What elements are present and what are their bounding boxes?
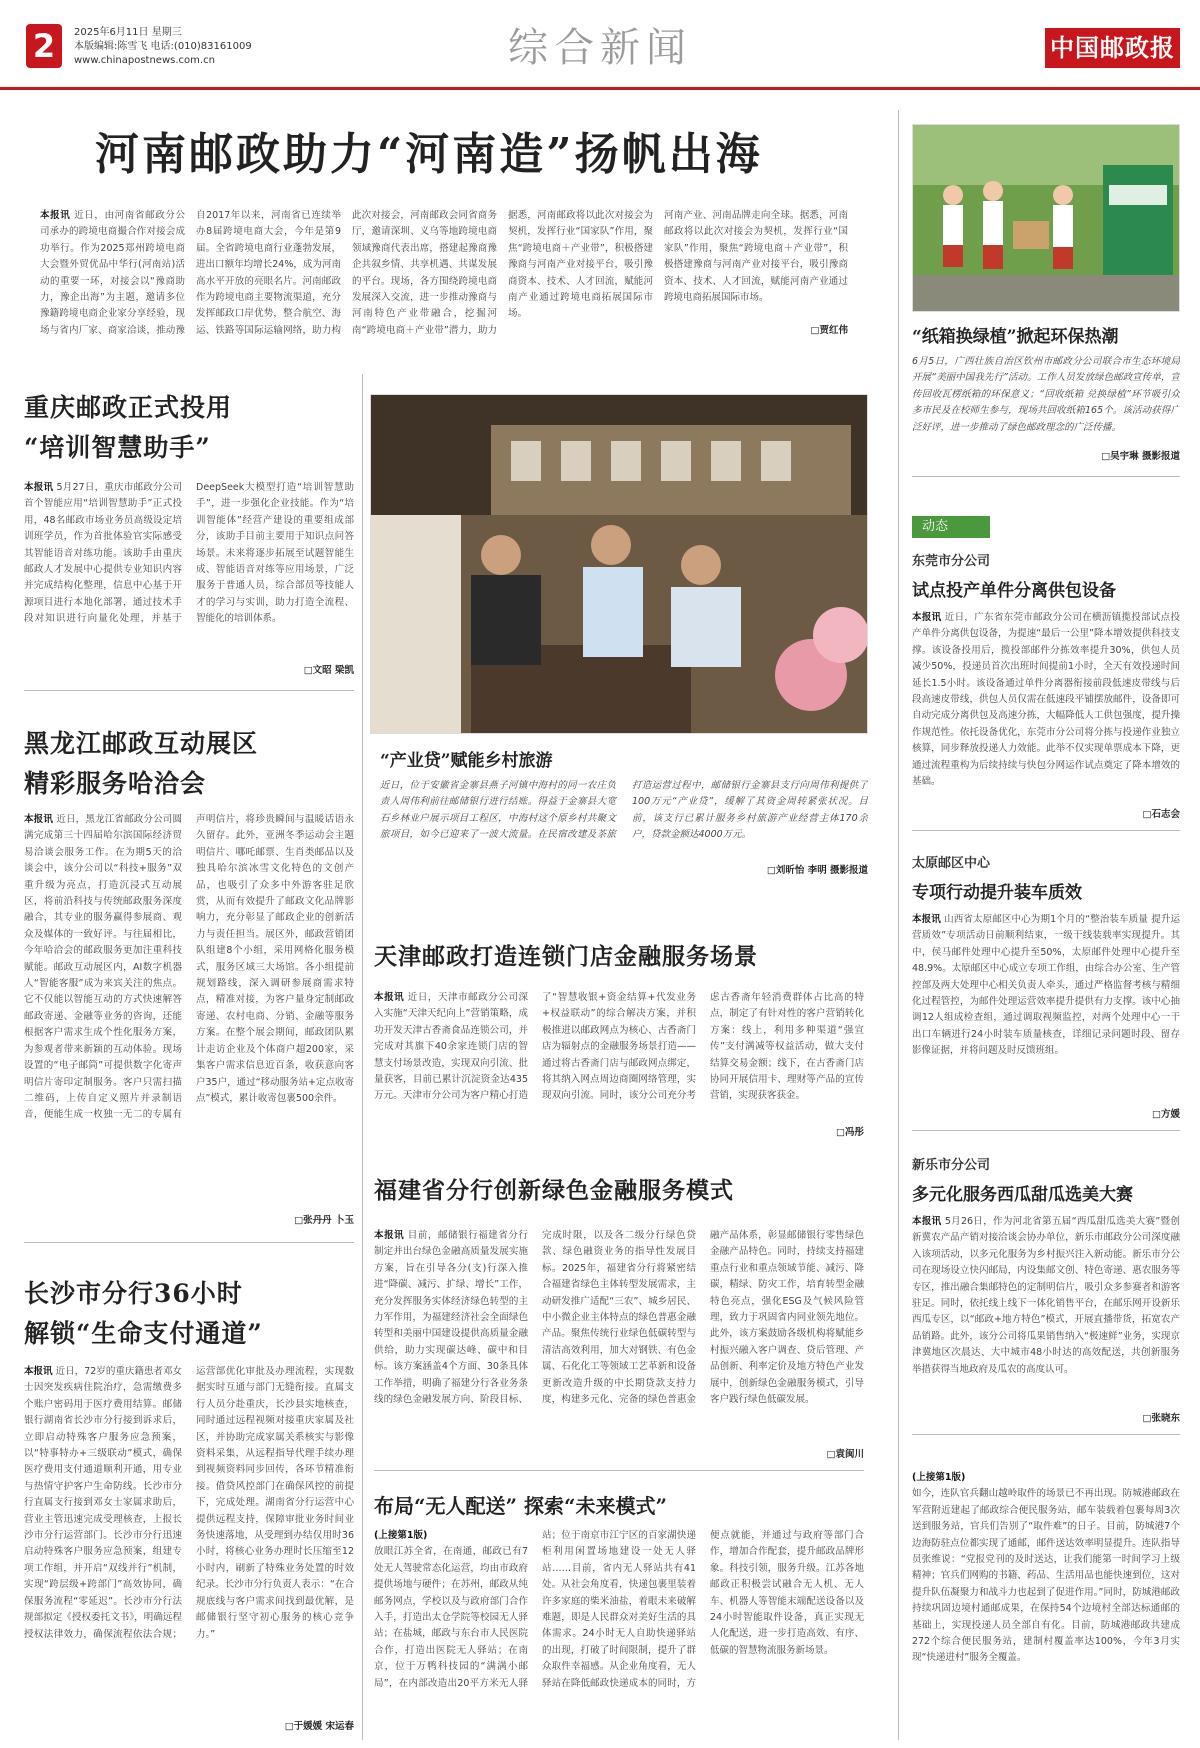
fujian-byline: □袁闽川	[826, 1449, 864, 1460]
changsha-title-2: 解锁“生命支付通道”	[24, 1319, 263, 1348]
heilongjiang-byline: □张丹丹 卜玉	[294, 1215, 354, 1226]
tianjin-byline: □冯彤	[836, 1127, 864, 1138]
taiyuan-byline: □方媛	[1152, 1109, 1180, 1120]
section-title: 综合新闻	[508, 25, 692, 71]
photo-story-text	[912, 354, 1180, 450]
editor-info: 本版编辑:陈雪飞 电话:(010)83161009	[74, 41, 252, 52]
divider	[912, 476, 1180, 477]
tianjin-lead: 本报讯	[374, 992, 405, 1003]
xinle-headline[interactable]: 多元化服务西瓜甜瓜选美大赛	[912, 1185, 1133, 1205]
continued-text: 如今，连队官兵翻山越岭取件的场景已不再出现。防城港邮政在军营附近建起了邮政综合便民服务站，邮车装载着包裹每周3次送到服务站，官兵们告别了“取件难”的日子。目前，防城港7个边海防驻点位都实现了通邮，邮件送达效率明显提升。连队指导员张维说：“党报党刊的及时送达，让我们能第一时间学习上级精神；官兵们网购的书籍、药品、生活用品也能快速到位，这对提升队伍凝聚力和战斗力也起到了促进作用。”同时，防城港邮政持续巩固边境村通邮成果，在保持54个边境村全部达标通邮的基础上，实现投递人员全部自有化。目前，防城港邮政共建成272个综合便民服务站，建制村覆盖率达100%，今年3月实现“快递进村”服务全覆盖。	[912, 1488, 1180, 1664]
lead-p2: 自2017年以来，河南省已连续举办8届跨境电商大会，今年是第9届。全省跨境电商行业蓬勃发展，进出口额年均增长24%，成为河南高水平开放的亮眼名片。河南邮政作为跨境电商主要物流渠道，充分发挥邮政口岸优势，整合航空、海运、铁路等国际运输网络，助力构	[196, 210, 341, 336]
dongguan-byline: □石志会	[1142, 809, 1180, 820]
chongqing-title-1: 重庆邮政正式投用	[24, 393, 233, 422]
taiyuan-lead: 本报讯	[912, 914, 941, 925]
lead-col-5: 河南产业、河南品牌走向全球。据悉，河南邮政将以此次对接会为契机，发挥行业“国家队”作用，聚焦“跨境电商＋产业带”，积极搭建豫商与河南产业对接平台，吸引豫商资本、技术、人才回流，赋能河南产业通过跨境电商拓展国际市场。	[664, 210, 848, 304]
lead-p4: 据悉，河南邮政将以此次对接会为契机，发挥行业“国家队”作用，聚焦“跨境电商＋产业带”，积极搭建豫商与河南产业对接平台，吸引豫商资本、技术、人才回流，赋能河南产业通过跨境电商拓展国际市场。	[508, 210, 653, 320]
lead-col-4	[508, 208, 653, 336]
xinle-text: 5月26日，作为河北省第五届“西瓜甜瓜选美大赛”暨创新冀农产品产销对接洽谈会协办单位，新乐市邮政分公司深度融入该项活动，以多元化服务为乡村振兴注入新动能。新乐市分公司在现场设立快闪邮局，内设集邮文创、特色寄递、惠农服务等专区，推出融合集邮特色的定制明信片，吸引众多参赛者和游客驻足。同时，依托线上线下一体化销售平台，在邮乐网开设新乐西瓜专区，以“邮政+地方特色”模式，开展直播带货，拓宽农产品销路。此外，该分公司将瓜果销售纳入“极速鲜”业务，实现京津冀地区次晨达、大中城市48小时达的高效配送，共创新服务举措获得当地政府及瓜农的高度认可。	[912, 1216, 1180, 1375]
changsha-headline[interactable]	[24, 1274, 263, 1354]
xinle-body	[912, 1214, 1180, 1408]
lead-col-2	[196, 208, 341, 336]
divider	[912, 830, 1180, 831]
photo-story-body: 广西壮族自治区钦州市邮政分公司联合市生态环境局开展“美丽中国我先行”活动。工作人员发放绿色邮政宣传单，宣传回收瓦楞纸箱的环保意义；“回收纸箱 兑换绿植”环节吸引众多市民及在校师生参与，现场共回收纸箱165个。该活动获得广泛好评，进一步推动了绿色邮政理念的广泛传播。	[912, 356, 1180, 433]
unmanned-headline[interactable]: 布局“无人配送” 探索“未来模式”	[374, 1494, 667, 1518]
heilongjiang-text: 近日，黑龙江省邮政分公司圆满完成第三十四届哈尔滨国际经济贸易洽谈会服务工作。在为期5天的洽谈会中，该分公司以“科技+服务”双重升级为亮点，打造沉浸式互动展区，将前沿科技与传统邮政服务深度融合，其专业的服务赢得参展商、观众及媒体的一致好评。与往届相比，今年哈洽会的邮政服务更加注重科技赋能。邮政互动展区内，AI数字机器人“智能客服”成为来宾关注的焦点。它不仅能以智能互动的方式快速解答邮政寄递、金融等业务的咨询，还能根据客户需求生成个性化服务方案，为参观者带来新颖的互动体验。现场设置的“电子邮筒”可提供数字化寄声明信片寄印定制服务。客户只需扫描二维码，上传自定义照片并录制语音，便能生成一枚独一无二的专属有声明信片，将珍贵瞬间与温暖话语永久留存。此外，亚洲冬季运动会主题明信片、哪吒邮票、生肖类邮品以及独具哈尔滨冰雪文化特色的文创产品，也吸引了众多中外游客驻足欣赏，从而有效提升了邮政文化品牌影响力，充分彰显了邮政企业的创新活力与责任担当。展区外，邮政营销团队组建8个小组，采用网格化服务模式，服务区域三大场馆。各小组提前规划路线，深入调研参展商需求特点，精准对接，为客户量身定制邮政寄递、农村电商、分销、金融等服务方案。在整个展会期间，邮政团队累计走访企业及个体商户超200家，采集客户需求信息近百条，收获意向客户35户，通过“移动服务站+定点收寄点”模式，累计收寄包裹500余件。	[24, 814, 354, 1121]
main-photo-caption[interactable]: “产业贷”赋能乡村旅游	[380, 751, 553, 771]
unmanned-body	[374, 1528, 864, 1734]
continued-body	[912, 1470, 1180, 1734]
column-rule	[362, 374, 363, 1740]
continued-cont: (上接第1版)	[912, 1472, 966, 1483]
taiyuan-body	[912, 912, 1180, 1104]
xinle-unit: 新乐市分公司	[912, 1158, 991, 1173]
changsha-byline: □于媛媛 宋运春	[284, 1721, 354, 1732]
recycling-photo	[912, 124, 1180, 312]
lead-byline: □贾红伟	[810, 325, 848, 336]
unmanned-text: 放眼江苏全省，在南通，邮政已有7处无人驾驶常态化运营，均由市政府提供场地与硬件；在苏州，邮政从纯邮务网点，学校以及与政府部门合作入手，打造出太仓学院等校园无人驿站；在盐城，邮政与东台市人民医院合作，打造出医院无人驿站；在南京，位于万鸭科技园的“满满小邮局”，在内部改造出20平方米无人驿站；位于南京市江宁区的百家湖快递柜利用闲置场地建设一处无人驿站……目前，省内无人驿站共有41处。从社会角度看，快递包裹里装着许多家庭的柴米油盐，着眼未来破解难题，即是人民群众对美好生活的具体需求。24小时无人自助快递驿站的出现，打破了时间限制，提升了群众取件幸福感。从企业角度看，无人驿站在降低邮政快递成本的同时，方便点就能，并通过与政府等部门合作，增加合作配套，提升邮政品牌形象。科技引领，服务升级。江苏各地邮政正积极尝试融合无人机、无人车、机器人等智能末端配送设备以及24小时智能取件设备，真正实现无人化配送，进一步打造高效、有序、低碳的智慧物流服务新场景。	[374, 1530, 864, 1689]
main-photo-lead: 近日，	[380, 780, 410, 791]
chongqing-body	[24, 480, 354, 658]
heilongjiang-headline[interactable]	[24, 724, 258, 804]
taiyuan-unit: 太原邮区中心	[912, 856, 991, 871]
lead-p1: 近日，由河南省邮政分公司承办的跨境电商撮合作对接会成功举行。作为2025郑州跨境电商大会暨外贸优品中华行(河南站)活动的重要一环，对接会以“豫商助力，豫企出海”为主题，邀请多位豫籍跨境电商企业家分享经验，现场与省内厂家、商家洽谈，推动豫	[40, 210, 185, 336]
main-photo-byline: □刘昕怡 李明 摄影报道	[766, 865, 868, 876]
column-rule	[898, 110, 899, 1740]
lead-col-3	[352, 208, 497, 336]
dongguan-body	[912, 610, 1180, 806]
divider	[24, 690, 354, 691]
unmanned-cont: (上接第1版)	[374, 1530, 428, 1541]
fujian-lead: 本报讯	[374, 1230, 405, 1241]
issue-date: 2025年6月11日 星期三	[74, 27, 182, 38]
taiyuan-text: 山西省太原邮区中心为期1个月的“整治装车质量 提升运营质效”专项活动日前顺利结束，一级干线装载率实现提升。其中，侯马邮件处理中心提升至50%，太原邮件处理中心提升至48.9%。太原邮区中心成立专项工作组，由综合办公室、生产管控部及两大处理中心相关负责人牵头，通过严格监督考核与精细化过程管控，为邮件处理运营效率提升提供有力支撑。该中心抽调12人组成检查组，通过调取视频监控，对两个处理中心一干出口车辆进行24小时装车质量核查，详细记录问题时段、留存影像证据，并将问题及时反馈班组。	[912, 914, 1180, 1057]
dongguan-headline[interactable]: 试点投产单件分离供包设备	[912, 581, 1116, 601]
masthead-meta	[74, 26, 252, 68]
tea-shop-photo-image	[371, 395, 868, 734]
tea-shop-photo	[370, 394, 868, 734]
website-link[interactable]: www.chinapostnews.com.cn	[74, 55, 215, 66]
xinle-lead: 本报讯	[912, 1216, 942, 1227]
recycling-photo-image	[913, 125, 1180, 312]
chongqing-title-2: “培训智慧助手”	[24, 433, 211, 462]
chongqing-byline: □文昭 梁凯	[303, 665, 354, 676]
brand-logo: 中国邮政报	[1045, 28, 1180, 68]
lead-headline[interactable]: 河南邮政助力“河南造”扬帆出海	[95, 129, 763, 180]
changsha-body	[24, 1364, 354, 1714]
fujian-body	[374, 1228, 864, 1442]
changsha-title-1: 长沙市分行36小时	[24, 1279, 243, 1308]
main-photo-text	[380, 778, 868, 860]
heilongjiang-lead: 本报讯	[24, 814, 54, 825]
tianjin-headline[interactable]: 天津邮政打造连锁门店金融服务场景	[374, 943, 758, 970]
changsha-text: 近日，72岁的重庆籍患者邓女士因突发疾病住院治疗，急需缴费多个账户密码用于医疗费用结算。邮储银行湖南省长沙市分行接到诉求后，立即启动特殊客户服务应急预案，以“特事特办+三级联动”模式，确保医疗费用支付通道顺利开通，用专业与热情守护客户生命防线。长沙市分行直属支行接到邓女士家属求助后，营业主管迅速完成受理核查，上报长沙市分行运营部门。长沙市分行迅速启动特殊客户服务应急预案，组建专项工作组，并开启“双线并行”机制，实现“跨层级+跨部门”高效协同，确保服务流程“零延迟”。长沙市分行法规部拟定《授权委托文书》，明确远程授权法律效力，确保流程依法合规；运营部优化审批及办理流程，实现数据实时互通与部门无缝衔接。直属支行人员分赴重庆，长沙县实地核查，同时通过远程视频对接重庆家属及社区，并协助完成家属关系核实与影像资料采集，从远程指导代理手续办理到视频资料同步回传，各环节精准衔接。借贷风控部门在确保风控的前提下，完成处理。湖南省分行运营中心提供远程支持，保障审批业务时间业务快速落地，从受理到办结仅用时36小时，将核心业务办理时长压缩至12小时内，刷新了特殊业务处置的时效纪录。长沙市分行负责人表示：“在合规底线与客户需求间找到最优解，是邮储银行坚守初心服务的核心竞争力。”	[24, 1366, 354, 1640]
heilongjiang-title-1: 黑龙江邮政互动展区	[24, 729, 259, 758]
xinle-byline: □张晓东	[1142, 1413, 1180, 1424]
changsha-lead: 本报讯	[24, 1366, 53, 1377]
dongguan-unit: 东莞市分公司	[912, 554, 991, 569]
photo-story-byline: □吴宇琳 摄影报道	[1101, 451, 1180, 462]
divider	[912, 1434, 1180, 1435]
chongqing-headline[interactable]	[24, 388, 232, 468]
fujian-headline[interactable]: 福建省分行创新绿色金融服务模式	[374, 1177, 734, 1204]
tianjin-body	[374, 990, 864, 1120]
lead-col-1	[40, 208, 185, 336]
dongguan-lead: 本报讯	[912, 612, 942, 623]
divider	[374, 1470, 864, 1471]
heilongjiang-title-2: 精彩服务哈洽会	[24, 769, 207, 798]
lead-tag: 本报讯	[40, 210, 71, 221]
photo-story-title[interactable]: “纸箱换绿植”掀起环保热潮	[912, 327, 1119, 347]
divider	[24, 1242, 354, 1243]
dongguan-text: 近日，广东省东莞市邮政分公司在横沥镇揽投部试点投产单件分离供包设备，为提速“最后一公里”降本增效提供科技支撑。该设备投用后，揽投部邮件分拣效率提升30%，供包人员减少50%，投递员首次出班时间提前1小时，全天有效投递时间延长1.5小时。该设备通过单件分离器衔接前段低速皮带线与后段高速皮带线，供包人员仅需在低速段平铺摆放邮件，设备即可自动完成分离供包及高速分拣，大幅降低人工供包强度，提升操作规范性。依托设备优化，东莞市分公司将分拣与投递作业独立核算，同步释放投递人力效能。此举不仅实现单票成本下降，更通过流程重构为后续持续与快包分网运作试点奠定了降本增效的基础。	[912, 612, 1180, 788]
photo-story-lead: 6月5日，	[912, 356, 955, 367]
fujian-text: 目前，邮储银行福建省分行制定并出台绿色金融高质量发展实施方案，旨在引导各分(支)行深入推进“降碳、减污、扩绿、增长”工作，充分发挥服务实体经济绿色转型的主力军作用，为福建经济社会全面绿色转型和美丽中国建设提供高质量金融供给，助力实现碳达峰、碳中和目标。该方案涵盖4个方面、30条具体工作举措，明确了福建分行各业务条线的绿色金融发展方向、阶段目标、完成时限，以及各二级分行绿色贷款、绿色融资业务的指导性发展目标。2025年，福建省分行将紧密结合福建省绿色主体转型发展需求，主动研发推广适配“三农”、城乡居民、中小微企业主体特点的绿色普惠金融产品。聚焦传统行业绿色低碳转型与清洁高效利用，加大对钢铁、有色金属、石化化工等领域工艺革新和设备更新改造升级的中长期贷款支持力度，构建多元化、完备的绿色普惠金融产品体系，彰显邮储银行零售绿色金融产品特色。同时，持续支持福建重点行业和重点领域节能、减污、降碳，精绿、防灾工作，培育转型金融特色亮点，强化ESG及气候风险管理，致力于巩固省内同业领先地位。此外，该方案鼓励各级机构将赋能乡村振兴融入客户调查、贷后管理、产品创新、利率定价及地方特色产业发展中，创新绿色金融服务模式，引导客户践行绿色低碳发展。	[374, 1230, 864, 1406]
lead-p3: 此次对接会，河南邮政会同省商务厅，邀请深圳、义乌等地跨境电商领域豫商代表出席，搭建起豫商豫企共叙乡情、共享机遇、共谋发展的平台。现场，各方围绕跨境电商发展深入交流，进一步推动豫商与河南特色产业带融合，挖掘河南“跨境电商＋产业带”潜力，助力	[352, 210, 497, 336]
page-number: 2	[26, 24, 62, 68]
taiyuan-headline[interactable]: 专项行动提升装车质效	[912, 883, 1082, 903]
chongqing-lead: 本报讯	[24, 482, 54, 493]
heilongjiang-body	[24, 812, 354, 1208]
main-photo-body: 位于安徽省金寨县燕子河镇中海村的同一农庄负责人周伟利前往邮储银行进行结账。得益于金寨县大宽石乡林业户展示项目工程区，中海村这个原乡村共聚文旅项目，如今已迎来了一波大流量。在民宿改建及茶旅打造运营过程中，邮储银行金寨县支行向周伟利提供了100万元“产业贷”，缓解了其资金周转紧张状况。目前，该支行已累计服务乡村旅游产业经营主体170余户，贷款金额达4000万元。	[380, 780, 868, 841]
tianjin-text: 近日，天津市邮政分公司深入实施“天津天纪向上”营销策略，成功开发天津古香斋食品连锁公司，并完成对其旗下40余家连锁门店的智慧支付场景改造，实现双向引流、批量获客，目前已累计沉淀资金达435万元。天津市分公司为客户精心打造了“智慧收银+资金结算+代发业务+权益联动”的综合解决方案，并积极推进以邮政网点为核心、古香斋门店为辐射点的金融服务场景打造——通过将古香斋门店与邮政网点绑定，将其纳入网点周边商圈网络管理，实现双向引流。同时，该分公司充分考虑古香斋年轻消费群体占比高的特点，制定了有针对性的客户营销转化方案：线上，利用多种渠道“强宣传”支付满减等权益活动，做大支付结算交易金额；线下，在古香斋门店协同开展信用卡、理财等产品的宣传营销，实现获客获金。	[374, 992, 864, 1102]
chongqing-text: 5月27日，重庆市邮政分公司首个智能应用“培训智慧助手”正式投用，48名邮政市场业务员高级设定培训班学员，作为首批体验官实际感受其智能语音对练功能。该助手由重庆邮政人才发展中心提供专业知识内容并完成结构化整理，信息中心基于开源项目进行本地化部署，通过技术手段对知识进行向量化处理，并基于DeepSeek大模型打造“培训智慧助手”，进一步强化企业技能。作为“培训智能体”经营产建设的重要组成部分，该助手目前主要用于知识点问答场景。未来将逐步拓展至试题智能生成、智能语音对练等应用场景，广泛服务于普通人员，综合部员等技能人才的学习与实训，助力打造全流程、智能化的培训体系。	[24, 482, 354, 625]
trends-tag: 动态	[912, 516, 990, 538]
divider	[912, 1130, 1180, 1131]
